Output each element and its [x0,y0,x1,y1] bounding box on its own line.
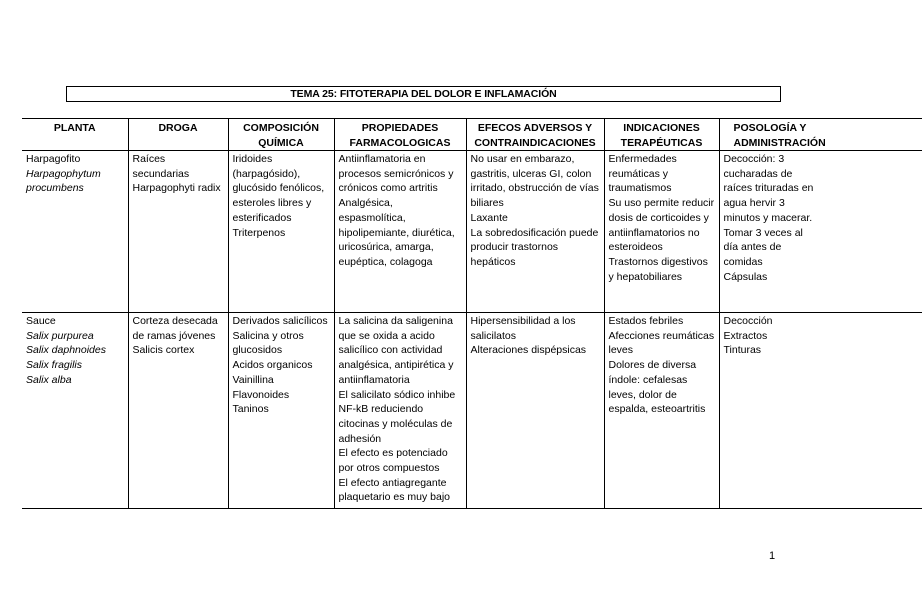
cell-adversos: No usar en embarazo, gastritis, ulceras GI, colon irritado, obstrucción de vías biliares Laxante La sobredosificación puede producir trastornos hepáticos [466,151,604,313]
cell-composicion: Derivados salicílicos Salicina y otros glucosidos Acidos organicos Vainillina Flavonoides Taninos [228,313,334,509]
cell-droga: Corteza desecada de ramas jóvenes Salicis cortex [128,313,228,509]
cell-indicaciones: Estados febriles Afecciones reumáticas leves Dolores de diversa índole: cefalesas leves, dolor de espalda, esteoartritis [604,313,719,509]
cell-posologia: Decocción Extractos Tinturas [719,313,922,509]
header-adversos: EFECOS ADVERSOS Y CONTRAINDICACIONES [466,119,604,151]
header-propiedades: PROPIEDADES FARMACOLOGICAS [334,119,466,151]
document-title: TEMA 25: FITOTERAPIA DEL DOLOR E INFLAMACIÓN [66,86,781,102]
cell-adversos: Hipersensibilidad a los salicilatos Alteraciones dispépsicas [466,313,604,509]
header-indicaciones: INDICACIONES TERAPÉUTICAS [604,119,719,151]
cell-indicaciones: Enfermedades reumáticas y traumatismos Su uso permite reducir dosis de corticoides y antiinflamatorios no esteroideos Trastornos digestivos y hepatobiliares [604,151,719,313]
table-container [22,118,826,506]
header-posologia: POSOLOGÍA Y ADMINISTRACIÓN [719,119,922,151]
cell-droga: Raíces secundarias Harpagophyti radix [128,151,228,313]
cell-posologia: Decocción: 3 cucharadas de raíces trituradas en agua hervir 3 minutos y macerar. Tomar 3 veces al día antes de comidas Cápsulas [719,151,922,313]
cell-propiedades: La salicina da saligenina que se oxida a acido salicílico con actividad analgésica, antipirética y antiinflamatoria El salicilato sódico inhibe NF-kB reduciendo citocinas y moléculas de adhesión El efecto es potenciado por otros compuestos El efecto antiagregante plaquetario es muy bajo [334,313,466,509]
cell-propiedades: Antiinflamatoria en procesos semicrónicos y crónicos como artritis Analgésica, espasmolítica, hipolipemiante, diurética, uricosúrica, amarga, eupéptica, colagoga [334,151,466,313]
table-row [22,313,922,509]
cell-composicion: Iridoides (harpagósido), glucósido fenólicos, esteroles libres y esterificados Triterpenos [228,151,334,313]
header-droga: DROGA [128,119,228,151]
cell-planta: Sauce Salix purpurea Salix daphnoides Salix fragilis Salix alba [22,313,128,509]
header-planta: PLANTA [22,119,128,151]
cell-planta: Harpagofito Harpagophytum procumbens [22,151,128,313]
table-row [22,151,922,313]
phytotherapy-table [22,118,922,509]
page-number: 1 [769,550,776,562]
header-composicion: COMPOSICIÓN QUÍMICA [228,119,334,151]
header-row [22,119,922,151]
